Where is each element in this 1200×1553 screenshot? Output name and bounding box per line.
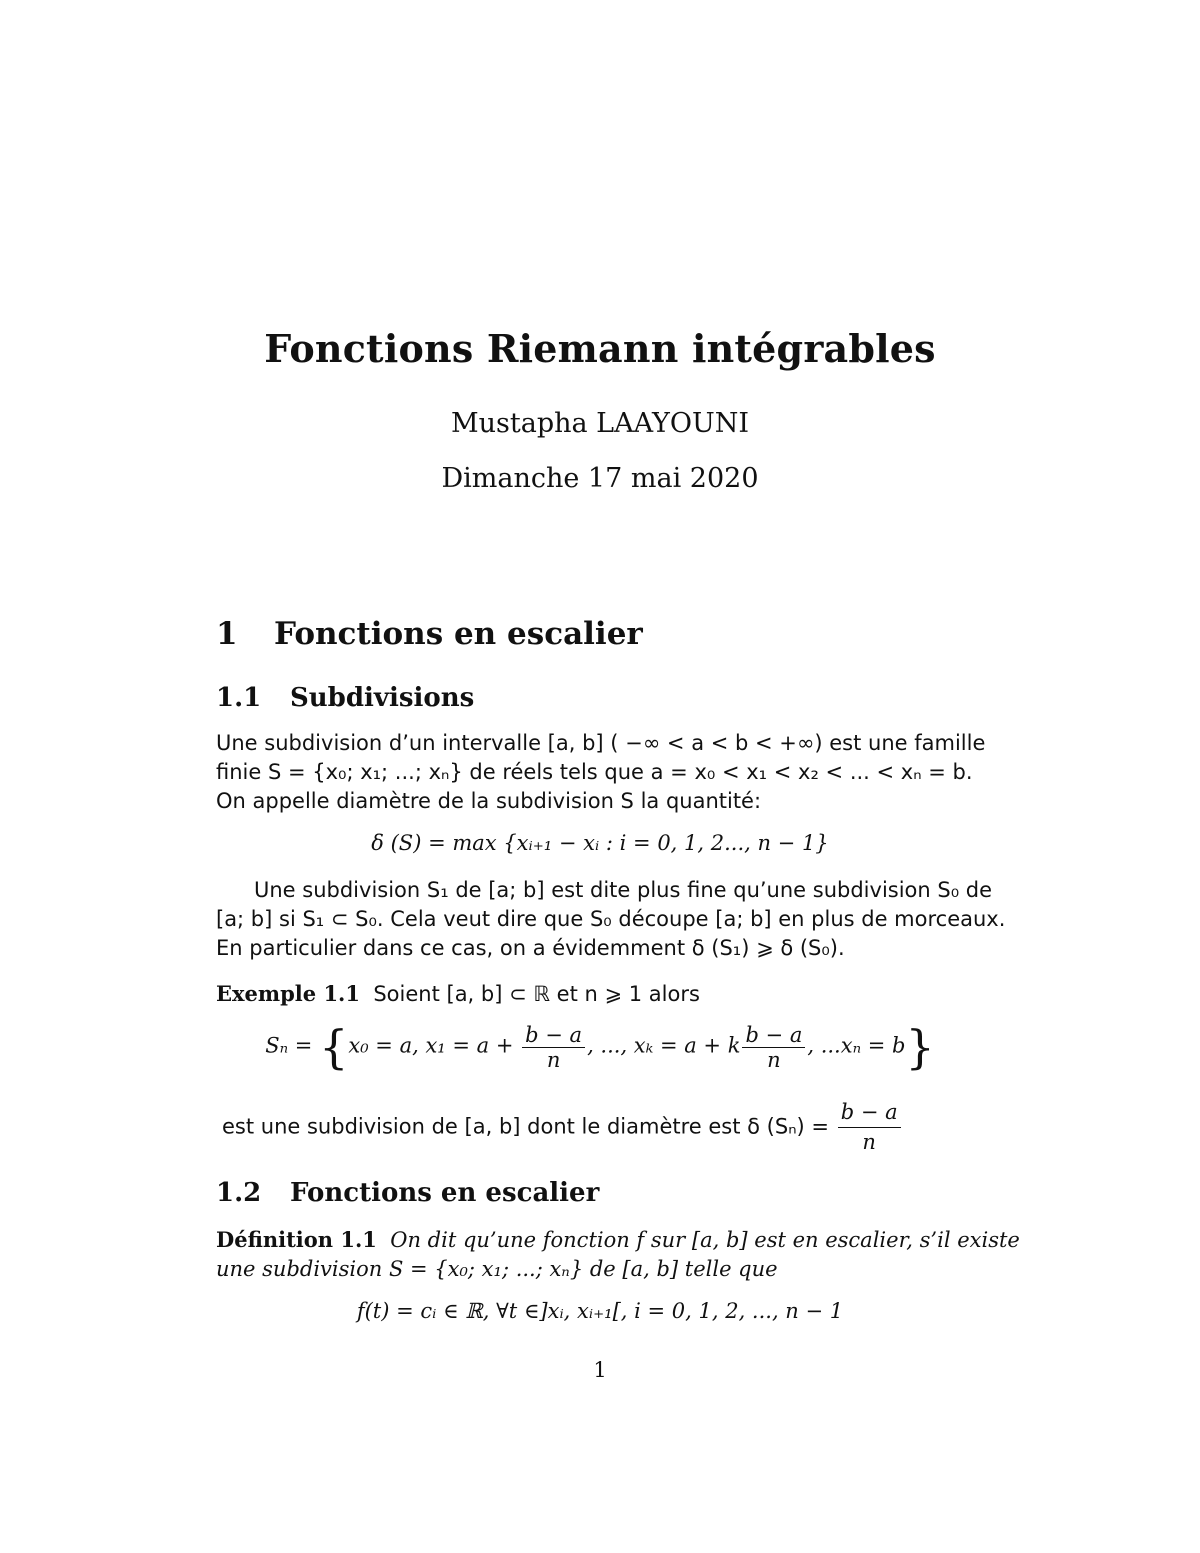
- fraction-numerator: b − a: [838, 1098, 901, 1128]
- paragraph-line: Une subdivision d’un intervalle [a, b] ( −∞ < a < b < +∞) est une famille: [216, 731, 986, 755]
- fraction-denominator: n: [862, 1130, 876, 1154]
- subsection-number: 1.2: [216, 1178, 262, 1208]
- diameter-equation: δ (S) = max {xᵢ₊₁ − xᵢ : i = 0, 1, 2..., n − 1}: [371, 831, 829, 855]
- definition-label: Définition 1.1: [216, 1227, 377, 1252]
- fraction-denominator: n: [546, 1047, 561, 1072]
- subsection-number: 1.1: [216, 683, 262, 713]
- subsection-heading-1-1: [216, 683, 474, 713]
- equation-part: , ...xₙ = b: [807, 1033, 906, 1058]
- fraction-numerator: b − a: [742, 1023, 805, 1048]
- document-title: Fonctions Riemann intégrables: [264, 326, 936, 371]
- paragraph-line: finie S = {x₀; x₁; ...; xₙ} de réels tels que a = x₀ < x₁ < x₂ < ... < xₙ = b.: [216, 760, 973, 784]
- equation-part: , ..., xₖ = a + k: [587, 1033, 741, 1058]
- section-heading-1: [216, 616, 643, 652]
- example-statement: [216, 979, 982, 1009]
- paragraph-line: une subdivision S = {x₀; x₁; ...; xₙ} de [a, b] telle que: [216, 1257, 778, 1281]
- conclusion-text: est une subdivision de [a, b] dont le diamètre est δ (Sₙ) =: [222, 1114, 830, 1139]
- left-brace: {: [319, 1020, 349, 1074]
- fraction: [742, 1023, 805, 1072]
- subdivision-example-equation: [0, 1020, 1200, 1074]
- paragraph-line: En particulier dans ce cas, on a évidemment δ (S₁) ⩾ δ (S₀).: [216, 936, 845, 960]
- paragraph-line: [216, 1225, 1020, 1255]
- example-conclusion: [222, 1098, 988, 1157]
- right-brace: }: [905, 1020, 935, 1074]
- paragraph-line: Une subdivision S₁ de [a; b] est dite plus fine qu’une subdivision S₀ de: [254, 878, 993, 902]
- definition-statement: [216, 1225, 1020, 1284]
- fraction: [838, 1098, 901, 1157]
- step-function-equation: f(t) = cᵢ ∈ ℝ, ∀t ∈]xᵢ, xᵢ₊₁[, i = 0, 1, 2, ..., n − 1: [356, 1299, 844, 1323]
- document-date: Dimanche 17 mai 2020: [441, 463, 759, 494]
- fraction: [522, 1023, 585, 1072]
- equation-prefix: Sₙ =: [265, 1033, 313, 1058]
- page-number: 1: [593, 1358, 607, 1382]
- example-text: Soient [a, b] ⊂ ℝ et n ⩾ 1 alors: [373, 982, 700, 1006]
- finer-subdivision-paragraph: [216, 876, 1006, 963]
- subsection-title: Subdivisions: [290, 683, 475, 713]
- definition-text: On dit qu’une fonction f sur [a, b] est en escalier, s’il existe: [390, 1228, 1020, 1252]
- fraction-denominator: n: [767, 1047, 781, 1072]
- fraction-numerator: b − a: [522, 1023, 585, 1048]
- subdivision-paragraph: [216, 729, 986, 816]
- paragraph-line: [a; b] si S₁ ⊂ S₀. Cela veut dire que S₀ découpe [a; b] en plus de morceaux.: [216, 907, 1006, 931]
- paragraph-line: On appelle diamètre de la subdivision S la quantité:: [216, 789, 762, 813]
- subsection-heading-1-2: [216, 1178, 599, 1208]
- subsection-title: Fonctions en escalier: [290, 1178, 600, 1208]
- example-label: Exemple 1.1: [216, 981, 360, 1006]
- document-author: Mustapha LAAYOUNI: [450, 408, 750, 439]
- section-title: Fonctions en escalier: [274, 616, 643, 652]
- section-number: 1: [216, 616, 238, 652]
- equation-part: x₀ = a, x₁ = a +: [348, 1033, 514, 1058]
